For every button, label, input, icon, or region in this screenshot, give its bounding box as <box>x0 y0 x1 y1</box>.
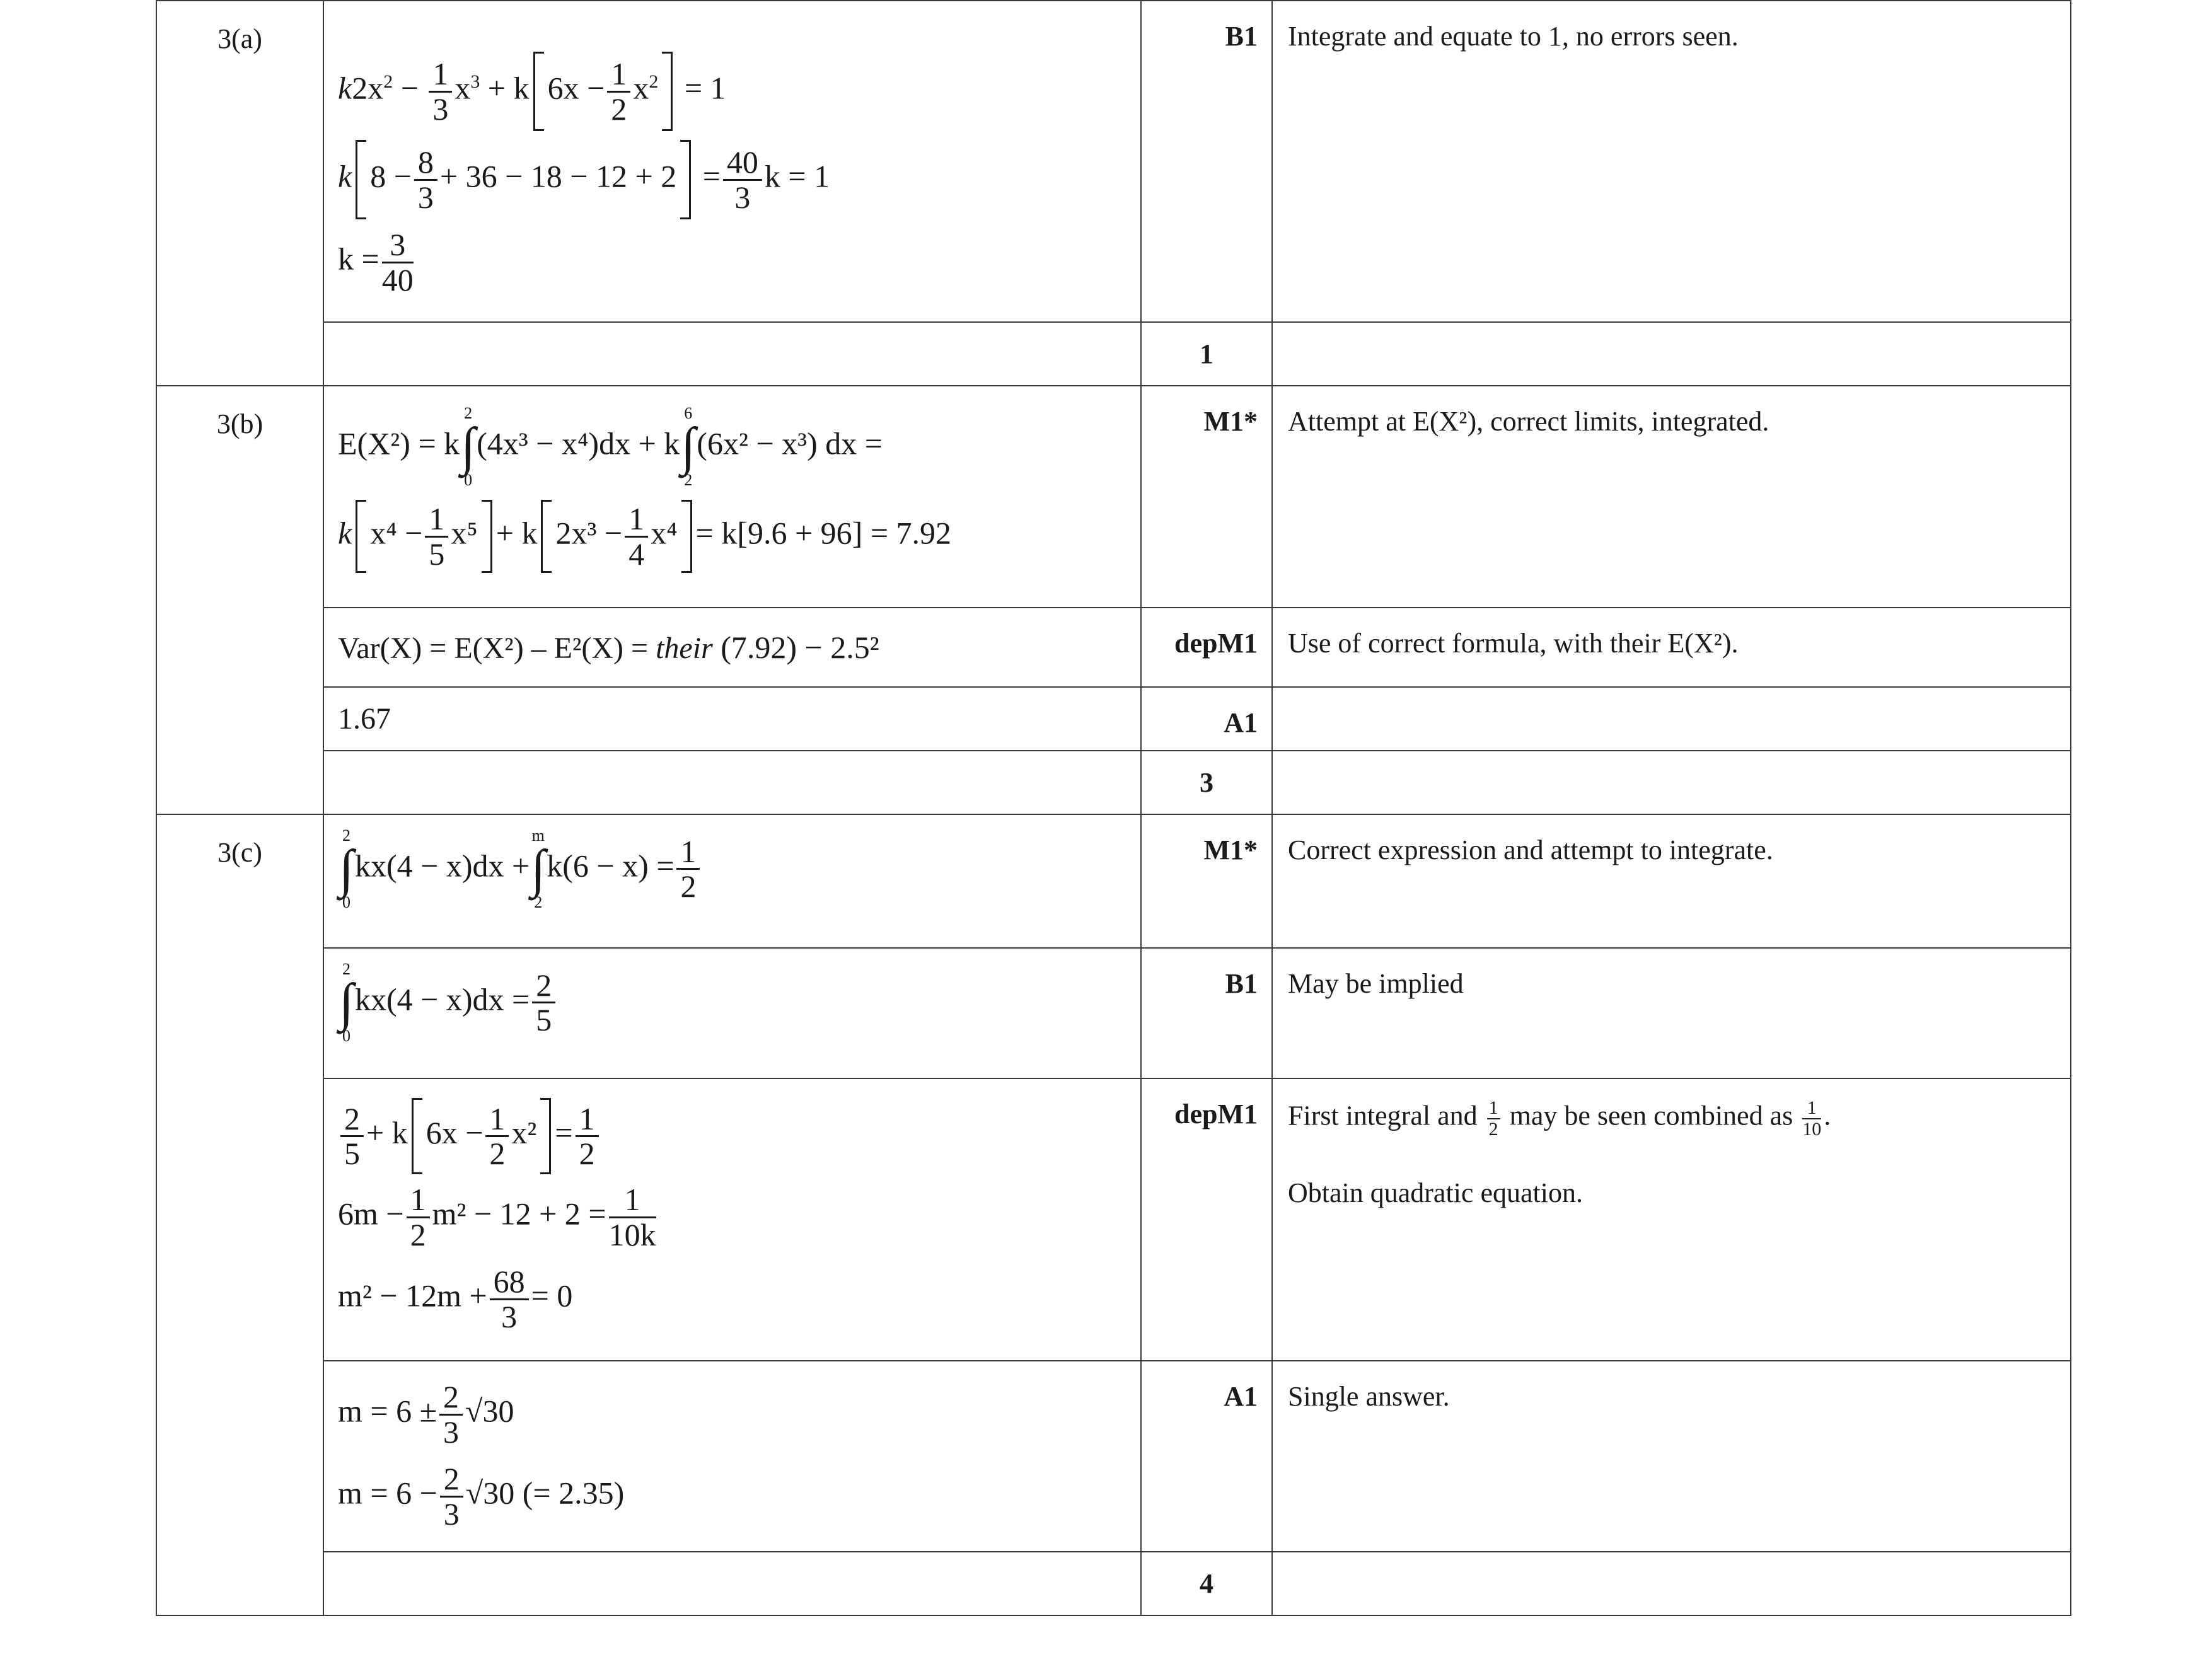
row-3b-variance <box>156 608 2071 687</box>
mark-3c-1: M1* <box>1141 814 1272 948</box>
row-3c-first-integral <box>156 948 2071 1078</box>
question-label-3c: 3(c) <box>156 814 323 1615</box>
row-3c-quadratic <box>156 1078 2071 1361</box>
guidance-3c-4: Single answer. <box>1272 1361 2071 1552</box>
equation-3a-line1: $k2x^2$ − $\frac{1}{3}$ $x^3 + k$ 6x − $\frac{1}{2}$ $x^2 = 1$ <box>338 52 1140 140</box>
mark-3b-1: M1* <box>1141 386 1272 608</box>
total-3b: 3 <box>1141 751 1272 814</box>
answer-3b-result: 1.67 <box>323 687 1141 751</box>
row-3c-total <box>156 1552 2071 1615</box>
question-label-3b: 3(b) <box>156 386 323 814</box>
equation-3b-line1: E(X²) = k 2 ∫ 0 (4x³ − x⁴)dx + k 6 ∫ 2 (6x² − x³) dx = <box>338 404 883 489</box>
empty-cell <box>323 751 1141 814</box>
empty-cell <box>1272 1552 2071 1615</box>
row-3b-working <box>156 386 2071 608</box>
answer-3c-first-integral: 2 ∫ 0 kx(4 − x)dx = $\frac{2}{5}$ <box>323 948 1141 1078</box>
row-3a-working <box>156 1 2071 322</box>
row-3b-result <box>156 687 2071 751</box>
guidance-3b-1: Attempt at E(X²), correct limits, integrated. <box>1272 386 2071 608</box>
mark-3c-4: A1 <box>1141 1361 1272 1552</box>
answer-3c-expression: 2 ∫ 0 kx(4 − x)dx + m ∫ 2 k(6 − x) = $\frac{1}{2}$ <box>323 814 1141 948</box>
equation-3a-line3: k = $\frac{3}{40}$ <box>338 227 414 297</box>
guidance-3c-1: Correct expression and attempt to integrate. <box>1272 814 2071 948</box>
empty-cell <box>1272 687 2071 751</box>
guidance-3c-2: May be implied <box>1272 948 2071 1078</box>
mark-3c-2: B1 <box>1141 948 1272 1078</box>
answer-3b-variance: Var(X) = E(X²) – E²(X) = their (7.92) − 2.5² <box>323 608 1141 687</box>
row-3b-total <box>156 751 2071 814</box>
empty-cell <box>1272 322 2071 386</box>
answer-3b <box>323 386 1141 608</box>
total-3a: 1 <box>1141 322 1272 386</box>
empty-cell <box>323 322 1141 386</box>
empty-cell <box>1272 751 2071 814</box>
row-3c-expression <box>156 814 2071 948</box>
row-3a-total <box>156 322 2071 386</box>
equation-3b-line2: k x⁴ − $\frac{1}{5}$ x⁵ + k 2x³ − $\frac{1}{4}$ x⁴ = k[9.6 + 96] = 7.92 <box>338 500 1140 573</box>
answer-3a <box>323 1 1141 322</box>
guidance-3c-3: First integral and $\frac{1}{2}$ may be seen combined as $\frac{1}{10}$ . Obtain quadratic equation. <box>1272 1078 2071 1361</box>
question-label-3a: 3(a) <box>156 1 323 386</box>
equation-3c-line3: m² − 12m + $\frac{68}{3}$ = 0 <box>338 1264 573 1334</box>
mark-3a: B1 <box>1141 1 1272 322</box>
row-3c-answer <box>156 1361 2071 1552</box>
mark-3c-3: depM1 <box>1141 1078 1272 1361</box>
mark-scheme-table <box>156 0 2071 1616</box>
answer-3c-quadratic <box>323 1078 1141 1361</box>
guidance-3a: Integrate and equate to 1, no errors seen. <box>1272 1 2071 322</box>
equation-3c-answer1: m = 6 ± $\frac{2}{3}$ √30 <box>338 1379 514 1450</box>
empty-cell <box>323 1552 1141 1615</box>
equation-3c-line2: 6m − $\frac{1}{2}$ m² − 12 + 2 = $\frac{1}{10k}$ <box>338 1182 656 1252</box>
mark-3b-3: A1 <box>1141 687 1272 751</box>
guidance-3c-3-quadratic: Obtain quadratic equation. <box>1288 1177 1583 1208</box>
equation-3c-answer2: m = 6 − $\frac{2}{3}$ √30 (= 2.35) <box>338 1461 625 1532</box>
total-3c: 4 <box>1141 1552 1272 1615</box>
equation-3c-line1: $\frac{2}{5}$ + k 6x − $\frac{1}{2}$ x² = $\frac{1}{2}$ <box>338 1098 1140 1183</box>
answer-3c-final <box>323 1361 1141 1552</box>
guidance-3b-2: Use of correct formula, with their E(X²). <box>1272 608 2071 687</box>
equation-3a-line2: k 8 − $\frac{8}{3}$ + 36 − 18 − 12 + 2 = $\frac{40}{3}$ k = 1 <box>338 140 1140 228</box>
mark-3b-2: depM1 <box>1141 608 1272 687</box>
